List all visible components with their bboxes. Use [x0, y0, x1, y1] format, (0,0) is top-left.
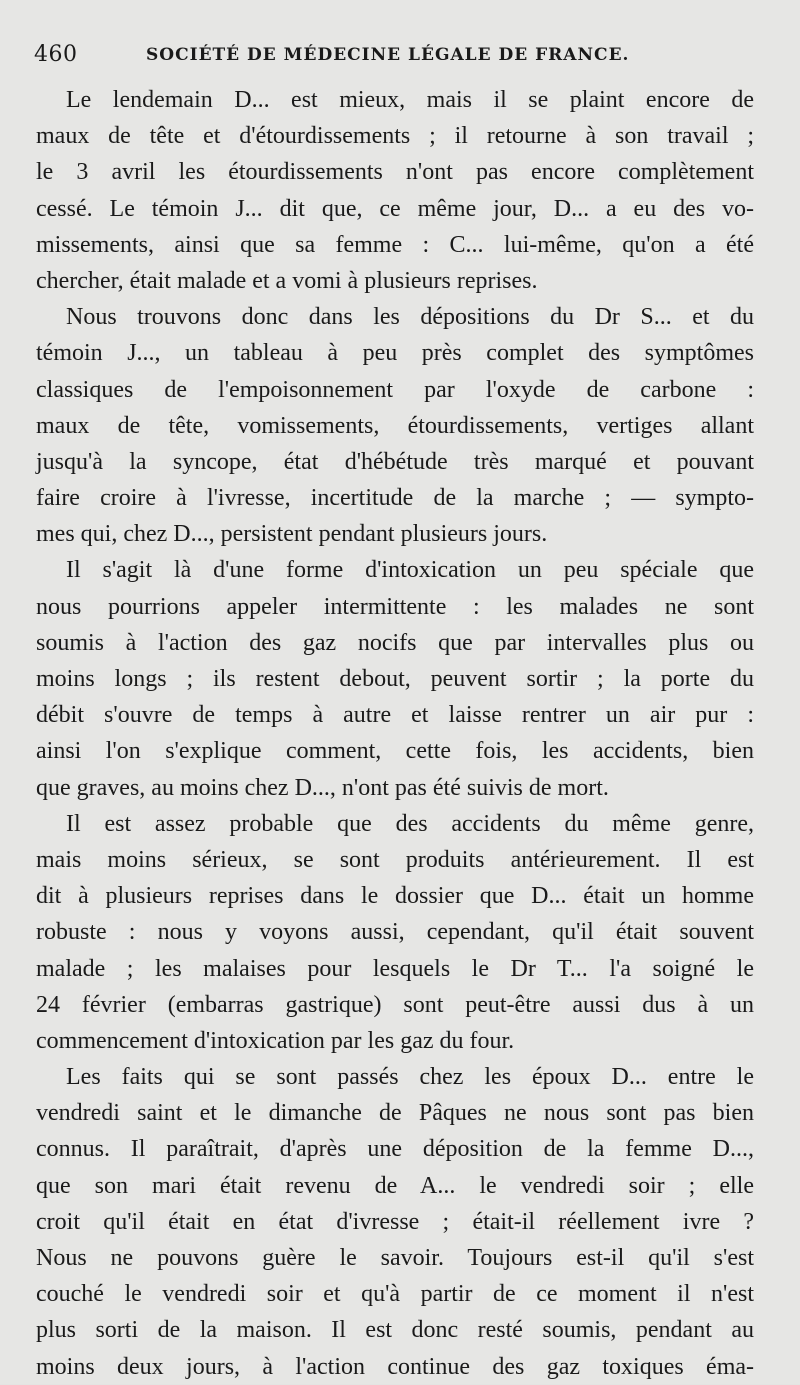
running-header [34, 42, 760, 72]
text-line: mes qui, chez D..., persistent pendant plusieurs jours. [36, 521, 548, 548]
text-line: que graves, au moins chez D..., n'ont pas été suivis de mort. [36, 774, 609, 801]
text-line: moins deux jours, à l'action continue des gaz toxiques éma- [36, 1353, 754, 1380]
text-line: classiques de l'empoisonnement par l'oxyde de carbone : [36, 376, 754, 403]
text-line: croit qu'il était en état d'ivresse ; était-il réellement ivre ? [36, 1208, 754, 1235]
text-line: Les faits qui se sont passés chez les époux D... entre le [66, 1064, 754, 1091]
text-line: commencement d'intoxication par les gaz du four. [36, 1027, 515, 1054]
text-line: débit s'ouvre de temps à autre et laisse rentrer un air pur : [36, 702, 754, 729]
text-line: chercher, était malade et a vomi à plusieurs reprises. [36, 267, 538, 294]
text-line: soumis à l'action des gaz nocifs que par intervalles plus ou [36, 629, 754, 656]
text-line: faire croire à l'ivresse, incertitude de la marche ; — sympto- [36, 485, 754, 512]
text-line: nous pourrions appeler intermittente : les malades ne sont [36, 593, 754, 620]
text-line: robuste : nous y voyons aussi, cependant, qu'il était souvent [36, 919, 754, 946]
text-line: que son mari était revenu de A... le vendredi soir ; elle [36, 1172, 754, 1199]
page-number: 460 [34, 42, 78, 67]
text-line: plus sorti de la maison. Il est donc resté soumis, pendant au [36, 1317, 754, 1344]
text-line: Nous trouvons donc dans les dépositions du Dr S... et du [66, 304, 754, 331]
text-line: Nous ne pouvons guère le savoir. Toujours est-il qu'il s'est [36, 1245, 754, 1271]
text-line: ainsi l'on s'explique comment, cette fois, les accidents, bien [36, 738, 754, 765]
text-line: dit à plusieurs reprises dans le dossier que D... était un homme [36, 883, 754, 910]
text-line: cessé. Le témoin J... dit que, ce même jour, D... a eu des vo- [36, 195, 754, 222]
running-title: SOCIÉTÉ DE MÉDECINE LÉGALE DE FRANCE. [146, 45, 630, 65]
text-line: Il est assez probable que des accidents du même genre, [66, 810, 754, 837]
text-line: Le lendemain D... est mieux, mais il se plaint encore de [66, 87, 754, 113]
text-line: mais moins sérieux, se sont produits antérieurement. Il est [36, 846, 754, 873]
text-line: maux de tête et d'étourdissements ; il retourne à son travail ; [36, 123, 754, 150]
text-line: missements, ainsi que sa femme : C... lui-même, qu'on a été [36, 231, 754, 258]
text-line: maux de tête, vomissements, étourdissements, vertiges allant [36, 412, 754, 439]
text-line: 24 février (embarras gastrique) sont peut-être aussi dus à un [36, 991, 754, 1018]
text-line: malade ; les malaises pour lesquels le Dr T... l'a soigné le [36, 955, 754, 982]
text-line: Il s'agit là d'une forme d'intoxication un peu spéciale que [66, 557, 754, 584]
text-line: témoin J..., un tableau à peu près complet des symptômes [36, 340, 754, 367]
text-line: connus. Il paraîtrait, d'après une déposition de la femme D..., [36, 1136, 754, 1163]
text-line: jusqu'à la syncope, état d'hébétude très marqué et pouvant [36, 448, 754, 475]
text-line: le 3 avril les étourdissements n'ont pas encore complètement [36, 159, 754, 186]
text-line: moins longs ; ils restent debout, peuvent sortir ; la porte du [36, 666, 754, 692]
text-line: couché le vendredi soir et qu'à partir de ce moment il n'est [36, 1281, 754, 1308]
text-line: vendredi saint et le dimanche de Pâques ne nous sont pas bien [36, 1100, 754, 1127]
body-text [36, 82, 754, 1385]
